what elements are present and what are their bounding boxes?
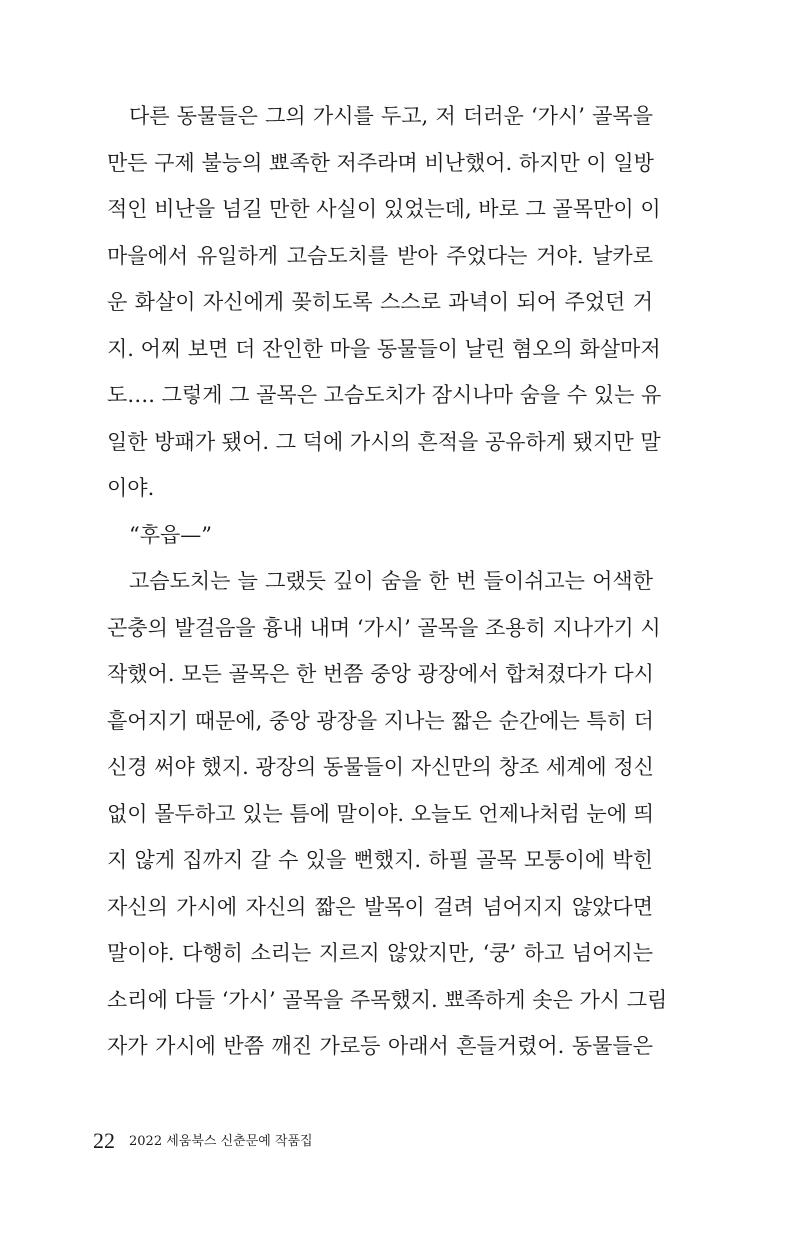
text-line: 운 화살이 자신에게 꽂히도록 스스로 과녁이 되어 주었던 거: [107, 290, 653, 314]
book-title: 2022 세움북스 신춘문예 작품집: [129, 1134, 313, 1149]
dialogue-line: “후읍—”: [129, 522, 213, 547]
text-line: 다른 동물들은 그의 가시를 두고, 저 더러운 ‘가시’ 골목을: [129, 104, 653, 128]
text-line: 말이야. 다행히 소리는 지르지 않았지만, ‘쿵’ 하고 넘어지는: [107, 941, 653, 965]
text-line: 도…. 그렇게 그 골목은 고슴도치가 잠시나마 숨을 수 있는 유: [107, 383, 662, 407]
text-line: 일한 방패가 됐어. 그 덕에 가시의 흔적을 공유하게 됐지만 말: [107, 429, 661, 454]
text-line: 지. 어찌 보면 더 잔인한 마을 동물들이 날린 혐오의 화살마저: [107, 336, 661, 361]
text-line: 지 않게 집까지 갈 수 있을 뻔했지. 하필 골목 모퉁이에 박힌: [107, 848, 653, 872]
text-line: 만든 구제 불능의 뾰족한 저주라며 비난했어. 하지만 이 일방: [107, 150, 654, 175]
body-text: [107, 93, 668, 1070]
text-line: 고슴도치는 늘 그랬듯 깊이 숨을 한 번 들이쉬고는 어색한: [129, 569, 653, 593]
text-line: 작했어. 모든 골목은 한 번쯤 중앙 광장에서 합쳐졌다가 다시: [107, 662, 654, 686]
text-line: 신경 써야 했지. 광장의 동물들이 자신만의 창조 세계에 정신: [107, 755, 654, 779]
text-line: 마을에서 유일하게 고슴도치를 받아 주었다는 거야. 날카로: [107, 243, 653, 268]
page-number: 22: [93, 1128, 115, 1153]
text-line: 없이 몰두하고 있는 틈에 말이야. 오늘도 언제나처럼 눈에 띄: [107, 801, 654, 826]
text-line: 곤충의 발걸음을 흉내 내며 ‘가시’ 골목을 조용히 지나가기 시: [107, 615, 661, 640]
text-line: 이야.: [107, 476, 155, 500]
text-line: 소리에 다들 ‘가시’ 골목을 주목했지. 뾰족하게 솟은 가시 그림: [107, 987, 668, 1012]
text-line: 자가 가시에 반쯤 깨진 가로등 아래서 흔들거렸어. 동물들은: [107, 1034, 653, 1058]
page-footer: [93, 1128, 313, 1154]
text-line: 자신의 가시에 자신의 짧은 발목이 걸려 넘어지지 않았다면: [107, 894, 653, 919]
text-line: 흩어지기 때문에, 중앙 광장을 지나는 짧은 순간에는 특히 더: [107, 708, 654, 733]
text-line: 적인 비난을 넘길 만한 사실이 있었는데, 바로 그 골목만이 이: [107, 197, 661, 221]
